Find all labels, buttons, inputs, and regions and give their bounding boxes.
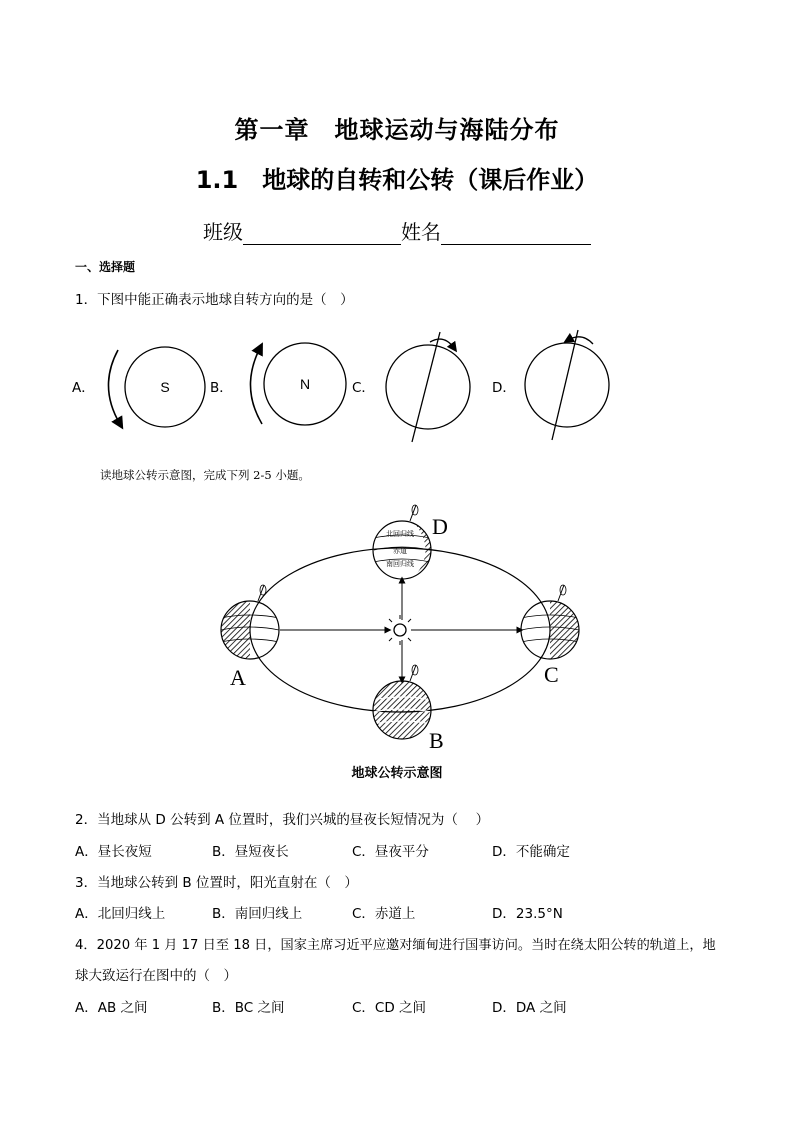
orbit-diagram-caption: 地球公转示意图 <box>351 766 443 781</box>
q1-option-c-label: C． <box>352 380 375 396</box>
tropic-of-capricorn-label: 南回归线 <box>386 560 414 568</box>
q3-option-c[interactable]: C．赤道上 <box>352 906 416 922</box>
q3-option-a[interactable]: A．北回归线上 <box>75 906 166 922</box>
globe-b-rotation-arrow <box>250 348 262 424</box>
q2-option-a[interactable]: A．昼长夜短 <box>75 844 152 860</box>
globe-a-figure <box>108 347 205 427</box>
q4-option-d[interactable]: D．DA 之间 <box>492 1000 567 1016</box>
q4-option-b[interactable]: B．BC 之间 <box>212 1000 285 1016</box>
lesson-title: 1.1 地球的自转和公转（课后作业） <box>195 166 599 194</box>
globe-c-axis <box>412 332 440 442</box>
globe-b-pole-label: N <box>299 376 311 392</box>
orbit-label-a: A <box>230 665 246 690</box>
diagram-intro-text: 读地球公转示意图，完成下列 2-5 小题。 <box>100 468 310 482</box>
orbit-label-d: D <box>432 514 448 539</box>
globe-d-axis <box>552 330 578 440</box>
earth-position-c <box>521 585 580 660</box>
q3-option-b[interactable]: B．南回归线上 <box>212 906 303 922</box>
earth-position-a <box>220 585 279 660</box>
chapter-title: 第一章 地球运动与海陆分布 <box>234 116 560 144</box>
student-info-line <box>0 216 794 245</box>
globe-c-figure <box>386 332 470 442</box>
globe-b-figure <box>250 343 346 425</box>
q2-option-c[interactable]: C．昼夜平分 <box>352 844 429 860</box>
q1-option-a-label: A． <box>72 380 95 396</box>
sun-icon <box>385 615 415 645</box>
tropic-of-cancer-label: 北回归线 <box>386 530 414 538</box>
equator-label: 赤道 <box>393 547 407 555</box>
q2-option-b[interactable]: B．昼短夜长 <box>212 844 289 860</box>
question-4-stem-line1: 4．2020 年 1 月 17 日至 18 日，国家主席习近平应邀对缅甸进行国事访问。当时在绕太阳公转的轨道上，地 <box>75 938 716 953</box>
q2-option-d[interactable]: D．不能确定 <box>492 844 570 860</box>
class-label: 班级 <box>203 220 243 244</box>
q1-option-d-label: D． <box>492 380 516 396</box>
q1-option-b-label: B． <box>210 380 233 396</box>
q1-rotation-figures <box>0 320 794 450</box>
question-3-stem: 3．当地球公转到 B 位置时，阳光直射在（ ） <box>75 875 358 891</box>
name-field[interactable] <box>441 224 591 245</box>
globe-a-pole-label: S <box>160 379 170 395</box>
section-title: 一、选择题 <box>75 260 136 274</box>
globe-a-rotation-arrow <box>108 350 120 424</box>
globe-d-circle <box>525 343 609 427</box>
globe-c-rotation-arrow <box>430 339 454 348</box>
class-field[interactable] <box>243 224 401 245</box>
orbit-label-b: B <box>429 728 444 753</box>
question-2-stem: 2．当地球从 D 公转到 A 位置时，我们兴城的昼夜长短情况为（ ） <box>75 812 490 828</box>
orbit-diagram <box>200 500 600 755</box>
globe-d-figure <box>525 330 609 440</box>
globe-c-circle <box>386 345 470 429</box>
question-1-stem: 1．下图中能正确表示地球自转方向的是（ ） <box>75 292 354 308</box>
q4-option-c[interactable]: C．CD 之间 <box>352 1000 427 1016</box>
earth-position-d <box>373 505 432 579</box>
orbit-label-c: C <box>544 662 559 687</box>
name-label: 姓名 <box>401 220 441 244</box>
q4-option-a[interactable]: A．AB 之间 <box>75 1000 148 1016</box>
q3-option-d[interactable]: D．23.5°N <box>492 906 563 922</box>
question-4-stem-line2: 球大致运行在图中的（ ） <box>75 968 237 984</box>
